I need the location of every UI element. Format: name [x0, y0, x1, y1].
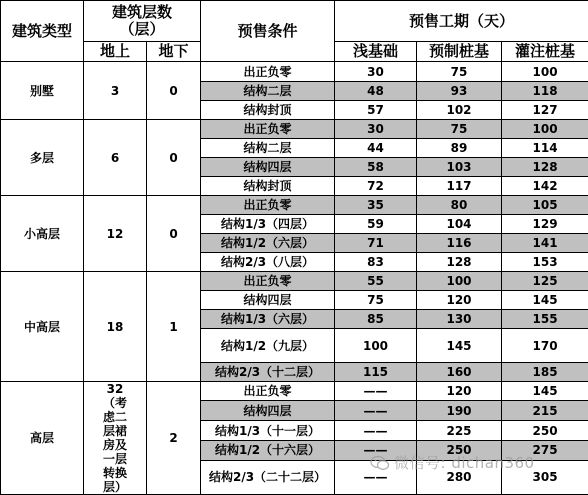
above-ground-floors: 12: [84, 196, 147, 272]
shallow-foundation-value: 57: [335, 101, 417, 120]
precast-pile-value: 93: [417, 82, 502, 101]
table-row: [1, 62, 588, 82]
shallow-foundation-value: 35: [335, 196, 417, 215]
header-period: 预售工期（天）: [335, 1, 588, 42]
precast-pile-value: 160: [417, 363, 502, 382]
castin-pile-value: 142: [502, 177, 588, 196]
header-conditions: 预售条件: [201, 1, 335, 62]
header-row: [1, 1, 588, 42]
presale-condition: 结构封顶: [201, 177, 335, 196]
building-type: 小高层: [1, 196, 84, 272]
presale-condition: 结构四层: [201, 401, 335, 421]
castin-pile-value: 185: [502, 363, 588, 382]
precast-pile-value: 225: [417, 421, 502, 440]
presale-condition: 出正负零: [201, 382, 335, 401]
castin-pile-value: 170: [502, 329, 588, 363]
castin-pile-value: 100: [502, 62, 588, 82]
presale-condition: 出正负零: [201, 62, 335, 82]
castin-pile-value: 125: [502, 272, 588, 291]
watermark-text: 微信号: dichan360: [394, 454, 535, 472]
below-ground-floors: 2: [147, 382, 201, 495]
shallow-foundation-value: ——: [335, 421, 417, 440]
shallow-foundation-value: ——: [335, 382, 417, 401]
precast-pile-value: 280: [417, 460, 502, 494]
presale-condition: 结构1/3（六层）: [201, 310, 335, 329]
shallow-foundation-value: ——: [335, 440, 417, 460]
presale-condition: 结构1/2（十六层）: [201, 440, 335, 460]
header-floors-line2: （层）: [120, 20, 165, 38]
castin-pile-value: 275: [502, 440, 588, 460]
presale-condition: 出正负零: [201, 196, 335, 215]
castin-pile-value: 141: [502, 234, 588, 253]
precast-pile-value: 130: [417, 310, 502, 329]
presale-condition: 结构四层: [201, 158, 335, 177]
castin-pile-value: 105: [502, 196, 588, 215]
precast-pile-value: 80: [417, 196, 502, 215]
shallow-foundation-value: 59: [335, 215, 417, 234]
presale-condition: 结构二层: [201, 139, 335, 158]
table-row: [1, 382, 588, 401]
above-ground-floors: 32（考虑二层裙房及一层转换层）: [84, 382, 147, 495]
precast-pile-value: 128: [417, 253, 502, 272]
shallow-foundation-value: 30: [335, 120, 417, 139]
shallow-foundation-value: 55: [335, 272, 417, 291]
precast-pile-value: 75: [417, 120, 502, 139]
precast-pile-value: 120: [417, 291, 502, 310]
castin-pile-value: 128: [502, 158, 588, 177]
castin-pile-value: 118: [502, 82, 588, 101]
shallow-foundation-value: 75: [335, 291, 417, 310]
shallow-foundation-value: 58: [335, 158, 417, 177]
shallow-foundation-value: 71: [335, 234, 417, 253]
presale-condition: 结构封顶: [201, 101, 335, 120]
below-ground-floors: 1: [147, 272, 201, 382]
building-type: 中高层: [1, 272, 84, 382]
above-ground-floors: 6: [84, 120, 147, 196]
precast-pile-value: 103: [417, 158, 502, 177]
table-row: [1, 272, 588, 291]
building-type: 别墅: [1, 62, 84, 120]
castin-pile-value: 145: [502, 291, 588, 310]
castin-pile-value: 155: [502, 310, 588, 329]
header-precast-pile: 预制桩基: [417, 42, 502, 62]
shallow-foundation-value: 115: [335, 363, 417, 382]
presale-condition: 结构2/3（二十二层）: [201, 460, 335, 494]
precast-pile-value: 190: [417, 401, 502, 421]
precast-pile-value: 89: [417, 139, 502, 158]
presale-condition: 结构1/3（四层）: [201, 215, 335, 234]
header-above-ground: 地上: [84, 42, 147, 62]
precast-pile-value: 100: [417, 272, 502, 291]
header-building-type: 建筑类型: [1, 1, 84, 62]
precast-pile-value: 145: [417, 329, 502, 363]
shallow-foundation-value: 83: [335, 253, 417, 272]
castin-pile-value: 129: [502, 215, 588, 234]
shallow-foundation-value: 100: [335, 329, 417, 363]
precast-pile-value: 250: [417, 440, 502, 460]
shallow-foundation-value: 44: [335, 139, 417, 158]
below-ground-floors: 0: [147, 62, 201, 120]
precast-pile-value: 120: [417, 382, 502, 401]
table-row: [1, 120, 588, 139]
presale-condition: 结构2/3（十二层）: [201, 363, 335, 382]
castin-pile-value: 127: [502, 101, 588, 120]
presale-condition: 结构四层: [201, 291, 335, 310]
castin-pile-value: 145: [502, 382, 588, 401]
building-type: 多层: [1, 120, 84, 196]
shallow-foundation-value: 72: [335, 177, 417, 196]
precast-pile-value: 104: [417, 215, 502, 234]
presale-condition: 结构1/3（十一层）: [201, 421, 335, 440]
shallow-foundation-value: 30: [335, 62, 417, 82]
header-floors-line1: 建筑层数: [112, 3, 172, 21]
above-ground-floors: 3: [84, 62, 147, 120]
shallow-foundation-value: ——: [335, 401, 417, 421]
header-shallow-foundation: 浅基础: [335, 42, 417, 62]
presale-condition: 出正负零: [201, 120, 335, 139]
presale-condition: 结构1/2（九层）: [201, 329, 335, 363]
header-castin-pile: 灌注桩基: [502, 42, 588, 62]
below-ground-floors: 0: [147, 196, 201, 272]
below-ground-floors: 0: [147, 120, 201, 196]
castin-pile-value: 215: [502, 401, 588, 421]
presale-condition: 出正负零: [201, 272, 335, 291]
castin-pile-value: 305: [502, 460, 588, 494]
above-ground-floors: 18: [84, 272, 147, 382]
precast-pile-value: 116: [417, 234, 502, 253]
building-type: 高层: [1, 382, 84, 495]
precast-pile-value: 102: [417, 101, 502, 120]
header-below-ground: 地下: [147, 42, 201, 62]
castin-pile-value: 114: [502, 139, 588, 158]
shallow-foundation-value: ——: [335, 460, 417, 494]
precast-pile-value: 75: [417, 62, 502, 82]
shallow-foundation-value: 48: [335, 82, 417, 101]
presale-condition: 结构2/3（八层）: [201, 253, 335, 272]
table-row: [1, 196, 588, 215]
castin-pile-value: 250: [502, 421, 588, 440]
presale-condition: 结构1/2（六层）: [201, 234, 335, 253]
shallow-foundation-value: 85: [335, 310, 417, 329]
precast-pile-value: 117: [417, 177, 502, 196]
castin-pile-value: 153: [502, 253, 588, 272]
castin-pile-value: 100: [502, 120, 588, 139]
presale-condition: 结构二层: [201, 82, 335, 101]
header-floors: [84, 1, 201, 42]
